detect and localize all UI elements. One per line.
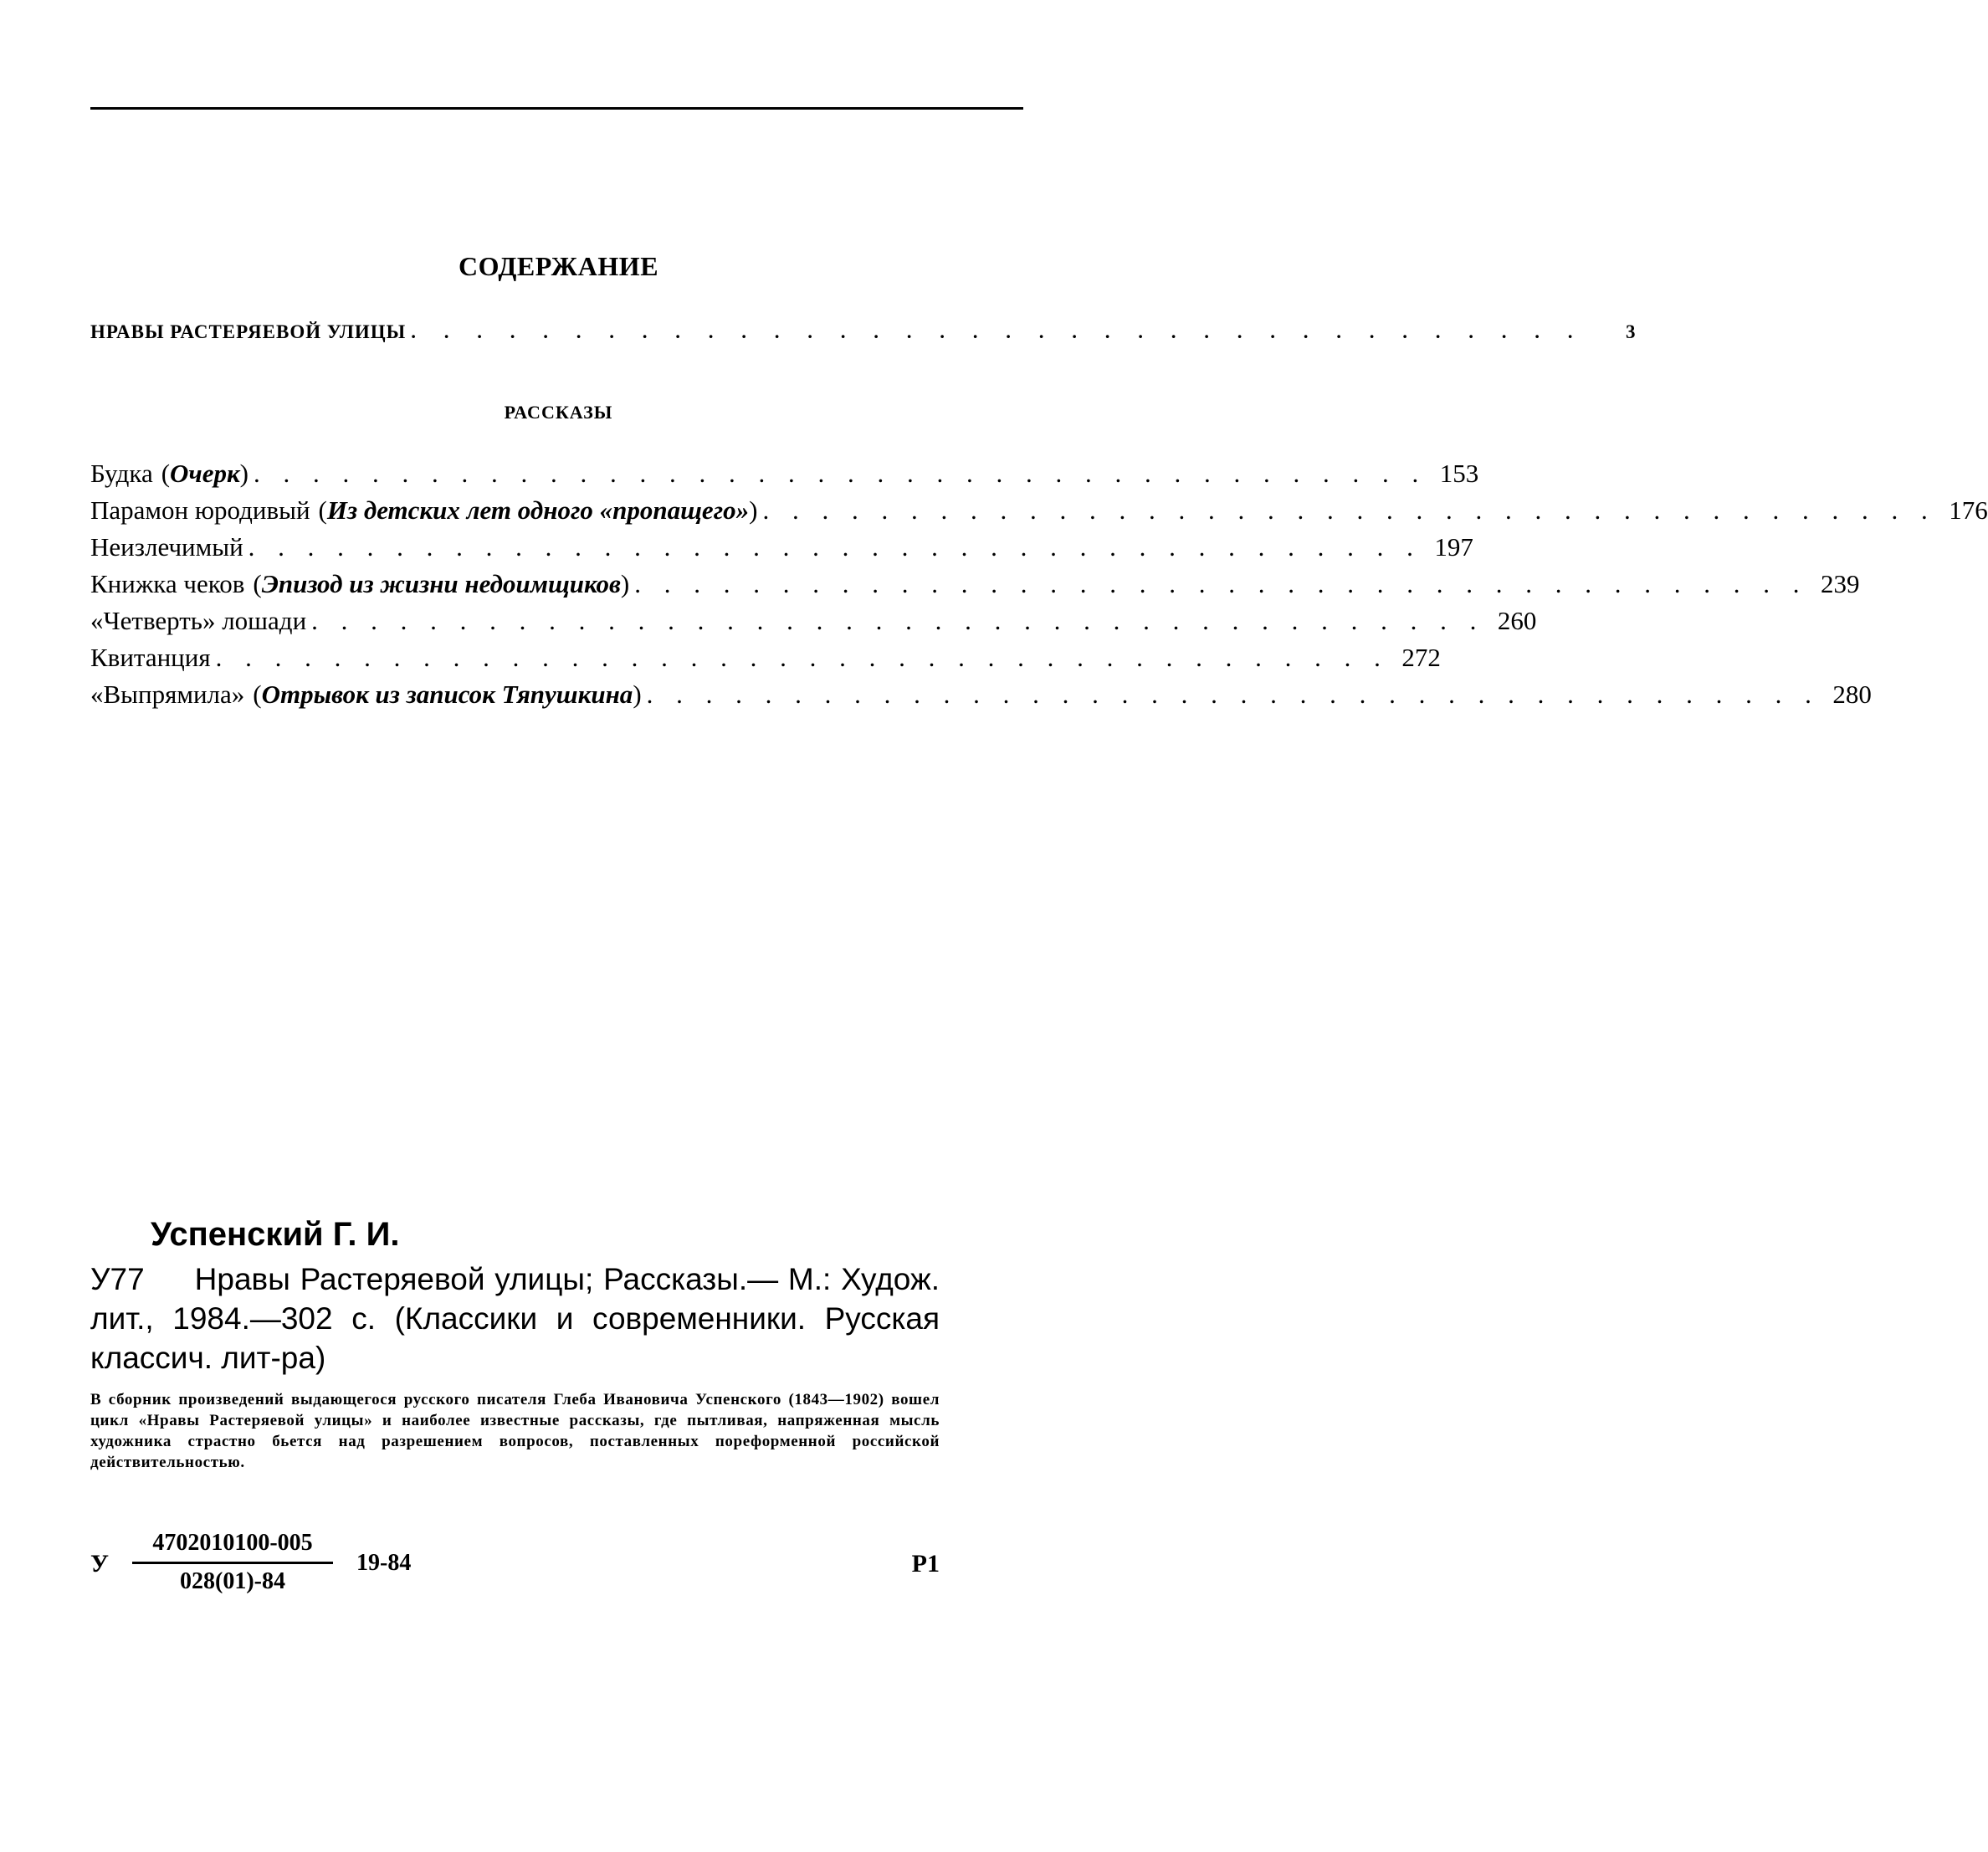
story-page: 260 [1497, 606, 1537, 635]
story-page: 176 [1949, 495, 1988, 525]
index-year-code: 19-84 [356, 1550, 412, 1576]
story-subtitle-text: Из детских лет одного «пропащего» [326, 495, 750, 525]
story-entry [90, 495, 1988, 526]
story-entry [90, 680, 1872, 710]
index-denominator: 028(01)-84 [180, 1568, 285, 1594]
story-subtitle: (Отрывок из записок Тяпушкина) [253, 680, 642, 709]
catalog-index [90, 1530, 940, 1622]
catalog-code: У77 [90, 1262, 145, 1296]
story-title: «Выпрямила» [90, 680, 245, 709]
index-letter: У [90, 1550, 110, 1578]
catalog-description [90, 1259, 940, 1377]
story-page: 272 [1401, 643, 1441, 672]
story-subtitle-text: Эпизод из жизни недоимщиков [261, 569, 621, 598]
story-page: 280 [1832, 680, 1872, 709]
catalog-description-text: Нравы Растеряевой улицы; Рассказы.— М.: Худож. лит., 1984.—302 с. (Классики и современники. Русская классич. лит-ра) [90, 1262, 940, 1375]
story-subtitle: (Очерк) [161, 459, 248, 488]
dot-leader: . . . . . . . . . . . . . . . . . . . . . . . . . . . . . . . . . . . . . . . . [215, 643, 1389, 672]
story-title: Неизлечимый [90, 532, 243, 562]
top-rule [90, 107, 1023, 110]
toc-part-page: 3 [1625, 321, 1637, 342]
story-subtitle: (Из детских лет одного «пропащего») [318, 495, 758, 525]
story-page: 197 [1434, 532, 1473, 562]
toc-heading: СОДЕРЖАНИЕ [458, 251, 659, 281]
story-title: Книжка чеков [90, 569, 245, 598]
story-subtitle-text: Отрывок из записок Тяпушкина [261, 680, 633, 709]
dot-leader: . . . . . . . . . . . . . . . . . . . . . . . . . . . . . . . . . . . . . . . . [634, 569, 1808, 598]
index-classification: Р1 [911, 1550, 940, 1578]
story-entry [90, 569, 1860, 599]
story-title: Будка [90, 459, 153, 488]
dot-leader: . . . . . . . . . . . . . . . . . . . . . . . . . . . . . . . . . . . . . . . . [254, 459, 1427, 488]
story-entry [90, 606, 1537, 636]
story-title: Квитанция [90, 643, 211, 672]
dot-leader: . . . . . . . . . . . . . . . . . . . . . . . . . . . . . . . . . . . . . . . . [311, 606, 1485, 635]
catalog-annotation: В сборник произведений выдающегося русского писателя Глеба Ивановича Успенского (1843—1902) вошел цикл «Нравы Растеряевой улицы» и наиболее известные рассказы, где пытливая, напряженная мысль художника страстно бьется над разрешением вопросов, поставленных пореформенной российской действительностью. [90, 1391, 940, 1471]
story-title: Парамон юродивый [90, 495, 310, 525]
toc-part-title: НРАВЫ РАСТЕРЯЕВОЙ УЛИЦЫ [90, 321, 407, 342]
catalog-author: Успенский Г. И. [151, 1216, 400, 1253]
dot-leader: . . . . . . . . . . . . . . . . . . . . . . . . . . . . . . . . . . . . [411, 321, 1585, 342]
dot-leader: . . . . . . . . . . . . . . . . . . . . . . . . . . . . . . . . . . . . . . . . [646, 680, 1820, 709]
story-entry [90, 532, 1473, 562]
dot-leader: . . . . . . . . . . . . . . . . . . . . . . . . . . . . . . . . . . . . . . . . [762, 495, 1936, 525]
index-numerator: 4702010100-005 [152, 1530, 313, 1556]
story-subtitle-text: Очерк [170, 459, 240, 488]
story-page: 153 [1439, 459, 1479, 488]
toc-part-entry [90, 321, 1637, 343]
section-heading: РАССКАЗЫ [504, 402, 613, 423]
story-entry [90, 459, 1479, 489]
story-entry [90, 643, 1441, 673]
story-title: «Четверть» лошади [90, 606, 307, 635]
dot-leader: . . . . . . . . . . . . . . . . . . . . . . . . . . . . . . . . . . . . . . . . [248, 532, 1422, 562]
fraction-bar [132, 1562, 333, 1564]
story-subtitle: (Эпизод из жизни недоимщиков) [253, 569, 630, 598]
story-page: 239 [1820, 569, 1860, 598]
